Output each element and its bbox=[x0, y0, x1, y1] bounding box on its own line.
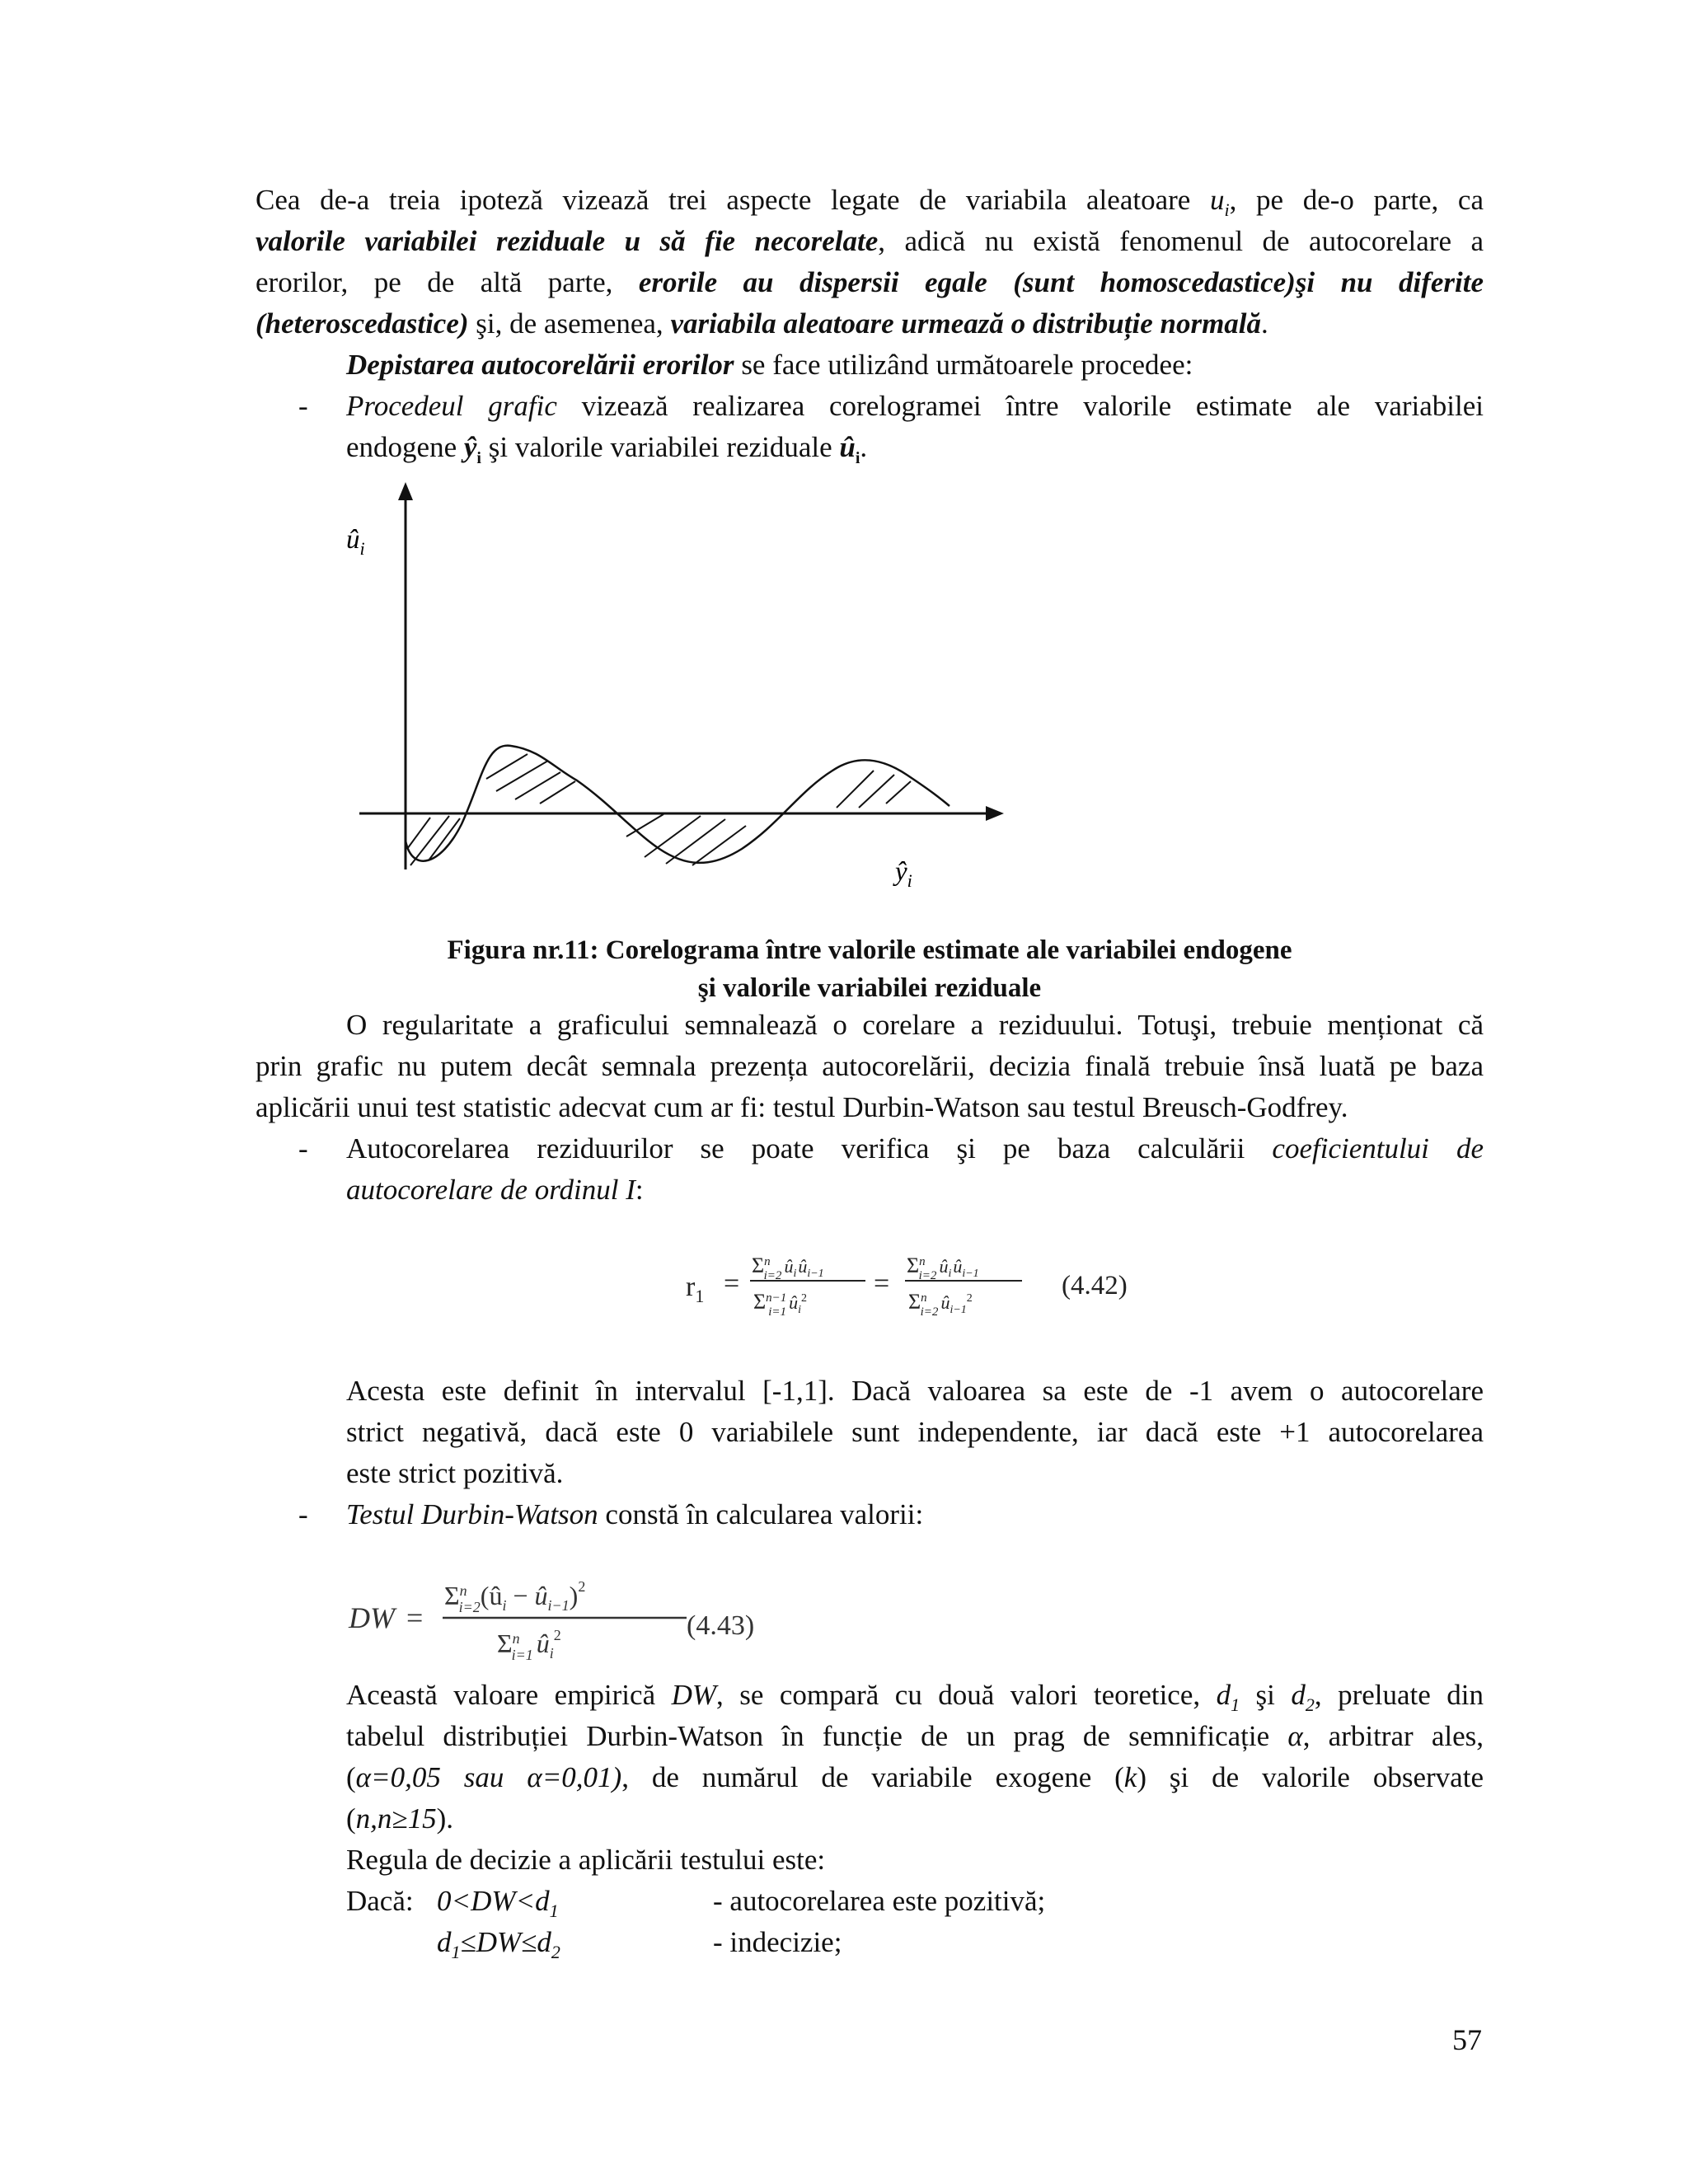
eq443-lhs: DW bbox=[349, 1601, 395, 1634]
bullet3-line: Testul Durbin-Watson constă în calcularea valorii: bbox=[346, 1498, 924, 1530]
bullet1-line2: endogene $ŷ_i$ şi valorile variabilei reziduale $û_i$. bbox=[346, 431, 868, 467]
para1-line1: Cea de-a treia ipoteză vizează trei aspecte legate de variabila aleatoare $u_i$, pe de-o parte, ca bbox=[256, 184, 1484, 220]
para1-line3: erorilor, pe de altă parte, erorile au dispersii egale (sunt homoscedastice)şi nu diferite bbox=[256, 266, 1484, 298]
bullet2-line1: Autocorelarea reziduurilor se poate verifica şi pe baza calculării coeficientului de bbox=[346, 1132, 1484, 1165]
y-axis-label: $û_i$ bbox=[346, 525, 365, 559]
svg-text:Σn−1i=1ûi2: $\Sigma^{n-1}$ i=1 $^ûi^2$ bbox=[753, 1290, 807, 1319]
bullet3-dash: - bbox=[298, 1498, 308, 1530]
para5-line1: Această valoare empirică DW, se compară cu două valori teoretice, $d_1$ şi $d_2$, preluate din bbox=[346, 1679, 1484, 1715]
eq443-label: (4.43) bbox=[687, 1610, 755, 1641]
hatching-lobe2 bbox=[486, 754, 575, 804]
para3-line2: prin grafic nu putem decât semnala prezența autocorelării, decizia finală trebuie însă luată pe baza bbox=[256, 1050, 1484, 1082]
svg-text:Σni=2ûi−12: $\Sigma^n$ i=2 $^ûi-1^2$ bbox=[908, 1290, 973, 1319]
eq442-equals-1: = bbox=[724, 1268, 740, 1299]
para1-line4: (heteroscedastice) şi, de asemenea, variabila aleatoare urmează o distribuție normală. bbox=[256, 307, 1268, 340]
svg-text:Σni=2(ûi − ûi−1)2: $\Sigma^n$ $i=2(û_i$ − $û_{i-1})^2$ bbox=[444, 1578, 586, 1615]
equation-4-43 bbox=[342, 1570, 787, 1669]
svg-text:Σni=1ûi2: $\Sigma^n$ i=1 $û_i^2$ bbox=[497, 1627, 561, 1663]
para4-line2: strict negativă, dacă este 0 variabilele sunt independente, iar dacă este +1 autocorelarea bbox=[346, 1416, 1484, 1448]
para6-intro: Regula de decizie a aplicării testului este: bbox=[346, 1844, 826, 1876]
y-axis-arrow bbox=[398, 482, 413, 500]
decision-rule1-condition: $0<DW<d_1$ bbox=[437, 1885, 559, 1921]
hatching-lobe4 bbox=[837, 771, 911, 808]
para5-line2: tabelul distribuției Durbin-Watson în funcție de un prag de semnificație α, arbitrar ales, bbox=[346, 1720, 1484, 1752]
figure-caption-line1: Figura nr.11: Corelograma între valorile estimate ale variabilei endogene bbox=[447, 935, 1292, 965]
yhat-symbol: ŷ bbox=[463, 431, 477, 463]
decision-daca: Dacă: bbox=[346, 1885, 414, 1917]
para5-line4: (n,n≥15). bbox=[346, 1802, 454, 1835]
x-axis-label: $ŷ_i$ bbox=[895, 857, 912, 891]
eq442-fraction-2 bbox=[905, 1254, 1022, 1319]
x-axis-arrow bbox=[986, 806, 1004, 821]
svg-text:Σni=2ûiûi−1: $\Sigma^n$ i=2 $^û$iûi−1 bbox=[907, 1254, 979, 1282]
para1-line2: valorile variabilei reziduale u să fie necorelate, adică nu există fenomenul de autocorelare a bbox=[256, 225, 1484, 257]
hatching-lobe3 bbox=[626, 814, 746, 865]
para3-line1: O regularitate a graficului semnalează o corelare a reziduului. Totuşi, trebuie menționat că bbox=[346, 1009, 1484, 1041]
eq443-fraction bbox=[443, 1578, 687, 1663]
para4-line1: Acesta este definit în intervalul [-1,1]. Dacă valoarea sa este de -1 avem o autocorelare bbox=[346, 1375, 1484, 1407]
correlogram-figure bbox=[0, 0, 1688, 923]
bullet2-line2: autocorelare de ordinul I: bbox=[346, 1174, 644, 1206]
figure-caption-line2: şi valorile variabilei reziduale bbox=[697, 973, 1042, 1003]
para5-line3: (α=0,05 sau α=0,01), de numărul de variabile exogene (k) şi de valorile observate bbox=[346, 1761, 1484, 1793]
bullet1-line1: Procedeul grafic vizează realizarea corelogramei între valorile estimate ale variabilei bbox=[346, 390, 1484, 422]
eq442-label: (4.42) bbox=[1062, 1271, 1128, 1301]
eq442-equals-2: = bbox=[874, 1268, 890, 1299]
decision-rule2-description: - indecizie; bbox=[713, 1926, 842, 1958]
eq442-lhs: $r_1$ bbox=[686, 1272, 705, 1306]
bullet1-dash: - bbox=[298, 390, 308, 422]
page-number: 57 bbox=[1452, 2023, 1482, 2056]
eq442-fraction-1 bbox=[750, 1254, 865, 1319]
equation-4-42 bbox=[676, 1243, 1187, 1325]
decision-rule1-description: - autocorelarea este pozitivă; bbox=[713, 1885, 1046, 1917]
uhat-symbol: û bbox=[839, 431, 856, 463]
residual-wave bbox=[406, 746, 950, 863]
para4-line3: este strict pozitivă. bbox=[346, 1457, 564, 1489]
decision-rule2-condition: $d_1\le DW\le d_2$ bbox=[437, 1926, 560, 1962]
svg-text:Σni=2ûiûi−1: $\Sigma^n$ i=2 $^û$iûi−1 bbox=[752, 1254, 824, 1282]
para2: Depistarea autocorelării erorilor se face utilizând următoarele procedee: bbox=[346, 349, 1193, 381]
eq443-equals: = bbox=[406, 1601, 424, 1634]
para3-line3: aplicării unui test statistic adecvat cum ar fi: testul Durbin-Watson sau testul Breusch-Godfrey. bbox=[256, 1091, 1348, 1123]
bullet2-dash: - bbox=[298, 1132, 308, 1165]
